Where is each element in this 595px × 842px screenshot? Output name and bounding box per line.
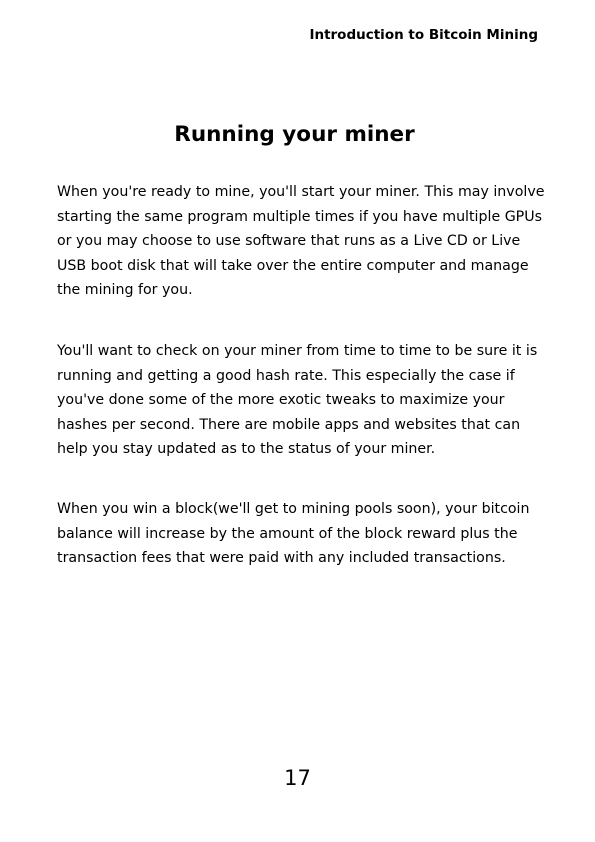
- paragraph-line: transaction fees that were paid with any included transactions.: [57, 550, 506, 566]
- paragraph-line: You'll want to check on your miner from time to time to be sure it is: [57, 343, 538, 359]
- paragraph-line: balance will increase by the amount of the block reward plus the: [57, 525, 518, 542]
- section-title: Running your miner: [174, 122, 415, 147]
- page-number: 17: [284, 766, 311, 790]
- paragraph-2: [57, 339, 547, 462]
- paragraph-1: [57, 180, 547, 303]
- running-header: Introduction to Bitcoin Mining: [309, 27, 538, 43]
- paragraph-line: help you stay updated as to the status of your miner.: [57, 441, 436, 457]
- paragraph-3: [57, 497, 547, 571]
- paragraph-line: hashes per second. There are mobile apps and websites that can: [57, 416, 521, 433]
- paragraph-line: the mining for you.: [57, 282, 193, 298]
- paragraph-line: USB boot disk that will take over the entire computer and manage: [57, 257, 529, 274]
- paragraph-line: When you win a block(we'll get to mining pools soon), your bitcoin: [57, 501, 530, 517]
- paragraph-line: you've done some of the more exotic tweaks to maximize your: [57, 392, 505, 408]
- paragraph-line: or you may choose to use software that runs as a Live CD or Live: [57, 233, 521, 249]
- paragraph-line: When you're ready to mine, you'll start your miner. This may involve: [57, 184, 545, 200]
- paragraph-line: starting the same program multiple times if you have multiple GPUs: [57, 208, 543, 225]
- paragraph-line: running and getting a good hash rate. This especially the case if: [57, 367, 515, 384]
